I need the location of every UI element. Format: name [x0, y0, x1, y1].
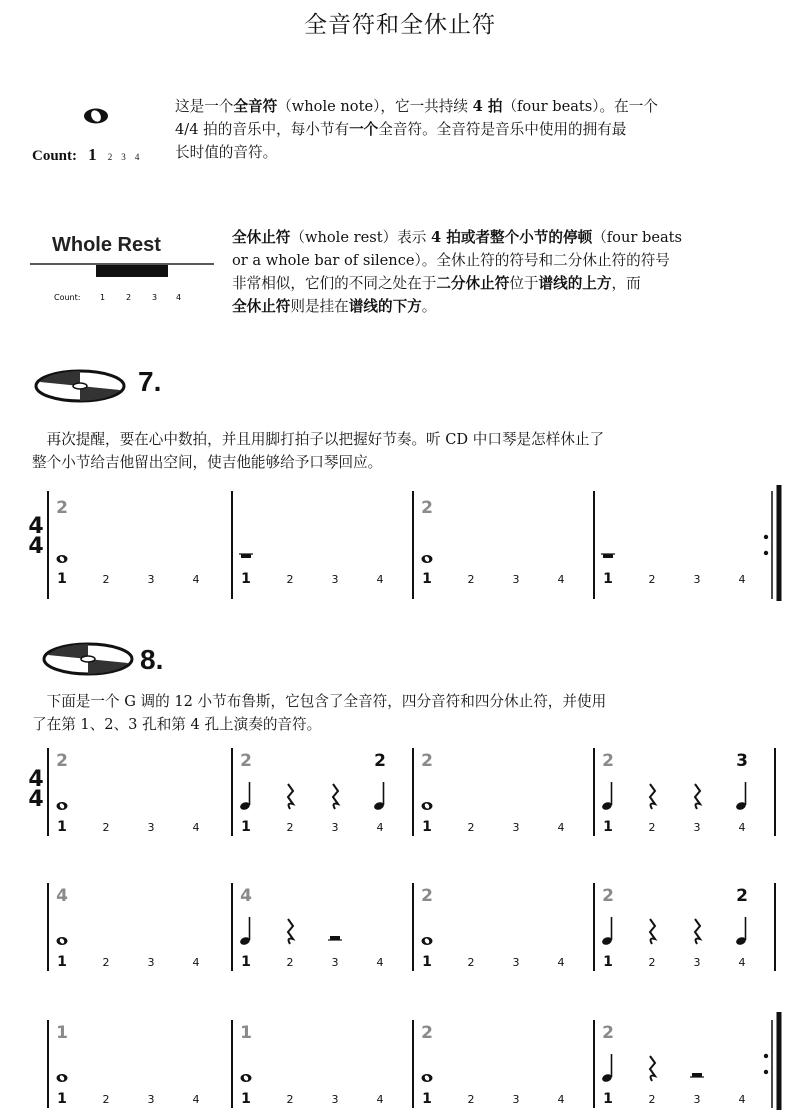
example-8-text	[32, 690, 732, 736]
count-one: 1	[88, 145, 97, 164]
example-7-text	[32, 428, 732, 474]
hole-number: 4	[56, 886, 68, 906]
beat-count: 3	[331, 573, 339, 586]
beat-count: 2	[648, 956, 656, 969]
beat-count: 4	[192, 573, 200, 586]
beat-count: 2	[286, 573, 294, 586]
text-segment: （four beats	[592, 229, 683, 246]
beat-count: 1	[57, 1091, 67, 1107]
whole-note-icon	[241, 1074, 252, 1082]
whole-rest-icon	[601, 554, 615, 558]
beat-count: 3	[512, 956, 520, 969]
hole-number: 2	[602, 751, 614, 771]
beat-count: 4	[192, 821, 200, 834]
beat-count: 1	[603, 819, 613, 835]
hole-number: 2	[421, 751, 433, 771]
beat-count: 4	[738, 573, 746, 586]
beat-count: 1	[603, 954, 613, 970]
whole-note-icon	[57, 802, 68, 810]
whole-rest-title: Whole Rest	[52, 234, 161, 256]
hole-number: 2	[602, 1023, 614, 1043]
repeat-dot	[764, 1070, 768, 1074]
text-line	[175, 118, 720, 141]
count-four: 4	[134, 152, 140, 162]
whole-note-text	[175, 95, 720, 164]
beat-count: 2	[467, 1093, 475, 1106]
beat-count: 2	[286, 821, 294, 834]
beat-count: 4	[738, 1093, 746, 1106]
whole-rest-count-4: 4	[176, 293, 182, 302]
whole-rest-count-1: 1	[100, 293, 106, 302]
hole-number: 2	[736, 886, 748, 906]
whole-note-icon	[57, 555, 68, 563]
bold-text: 一个	[349, 121, 379, 138]
half-rest-icon	[690, 1073, 704, 1077]
beat-count: 3	[512, 573, 520, 586]
beat-count: 2	[648, 821, 656, 834]
quarter-rest-icon	[288, 784, 293, 809]
beat-count: 4	[557, 573, 565, 586]
bold-text: 全音符	[233, 98, 278, 115]
example-8-score-line-1	[0, 740, 800, 840]
beat-count: 3	[512, 1093, 520, 1106]
beat-count: 3	[693, 956, 701, 969]
quarter-note-icon	[239, 917, 251, 946]
text-line	[232, 295, 712, 318]
whole-rest-count-label: Count:	[54, 293, 81, 302]
beat-count: 2	[102, 956, 110, 969]
beat-count: 3	[147, 1093, 155, 1106]
whole-note-icon	[422, 802, 433, 810]
quarter-note-icon	[601, 1054, 613, 1083]
beat-count: 1	[241, 1091, 251, 1107]
text-segment: 再次提醒，要在心中数拍，并且用脚打拍子以把握好节奏。听 CD 中口琴是怎样休止了	[32, 431, 605, 448]
beat-count: 4	[376, 956, 384, 969]
beat-count: 4	[376, 573, 384, 586]
beat-count: 2	[286, 956, 294, 969]
time-signature-top: 4	[28, 514, 44, 539]
beat-count: 3	[147, 956, 155, 969]
text-segment: 这是一个	[175, 98, 234, 115]
text-segment: or a whole bar of silence）。全休止符的符号和二分休止符的符号	[232, 252, 670, 269]
quarter-rest-icon	[650, 784, 655, 809]
beat-count: 1	[422, 819, 432, 835]
whole-rest-count-2: 2	[126, 293, 132, 302]
text-line	[232, 249, 712, 272]
beat-count: 3	[147, 573, 155, 586]
text-segment: 位于	[509, 275, 539, 292]
example-7-score	[0, 485, 800, 603]
hole-number: 2	[421, 886, 433, 906]
beat-count: 2	[467, 573, 475, 586]
text-line	[32, 690, 732, 713]
text-segment: 4/4 拍的音乐中，每小节有	[175, 121, 350, 138]
hole-number: 2	[374, 751, 386, 771]
example-7-number: 7.	[138, 366, 162, 397]
whole-note-icon	[422, 937, 433, 945]
text-segment: 下面是一个 G 调的 12 小节布鲁斯，它包含了全音符，四分音符和四分休止符，并使用	[32, 693, 607, 710]
beat-count: 3	[512, 821, 520, 834]
beat-count: 2	[102, 573, 110, 586]
beat-count: 3	[693, 573, 701, 586]
hole-number: 1	[240, 1023, 252, 1043]
hole-number: 2	[240, 751, 252, 771]
whole-rest-illustration	[28, 258, 218, 304]
text-segment: （whole rest）表示	[290, 229, 431, 246]
hole-number: 2	[421, 1023, 433, 1043]
hole-number: 1	[56, 1023, 68, 1043]
text-segment: （four beats）。在一个	[502, 98, 658, 115]
hole-number: 2	[56, 751, 68, 771]
example-8-score-line-2	[0, 875, 800, 975]
beat-count: 1	[422, 571, 432, 587]
beat-count: 2	[286, 1093, 294, 1106]
count-label: Count:	[32, 148, 78, 164]
quarter-note-icon	[239, 782, 251, 811]
quarter-note-icon	[735, 782, 747, 811]
whole-note-icon	[422, 1074, 433, 1082]
quarter-rest-icon	[650, 1056, 655, 1081]
text-line	[32, 451, 732, 474]
count-two: 2	[107, 152, 113, 162]
repeat-dot	[764, 535, 768, 539]
half-rest-icon	[328, 936, 342, 940]
beat-count: 4	[738, 956, 746, 969]
text-segment: （whole note），它一共持续	[277, 98, 473, 115]
bold-text: 谱线的上方	[538, 275, 612, 292]
hole-number: 2	[56, 498, 68, 518]
beat-count: 1	[422, 954, 432, 970]
text-segment: 长时值的音符。	[175, 144, 278, 161]
text-segment: 则是挂在	[290, 298, 349, 315]
bold-text: 全休止符	[232, 229, 291, 246]
whole-note-icon	[422, 555, 433, 563]
example-8-number: 8.	[140, 644, 164, 675]
bold-text: 二分休止符	[436, 275, 510, 292]
beat-count: 1	[241, 819, 251, 835]
text-line	[32, 428, 732, 451]
beat-count: 2	[467, 956, 475, 969]
beat-count: 2	[648, 1093, 656, 1106]
text-line	[32, 713, 732, 736]
beat-count: 1	[241, 954, 251, 970]
text-segment: 非常相似，它们的不同之处在于	[232, 275, 437, 292]
hole-number: 3	[736, 751, 748, 771]
bold-text: 全休止符	[232, 298, 291, 315]
beat-count: 4	[557, 956, 565, 969]
page-title: 全音符和全休止符	[304, 12, 496, 38]
text-segment: 全音符。全音符是音乐中使用的拥有最	[378, 121, 627, 138]
beat-count: 1	[422, 1091, 432, 1107]
beat-count: 3	[147, 821, 155, 834]
quarter-rest-icon	[333, 784, 338, 809]
beat-count: 3	[331, 956, 339, 969]
quarter-rest-icon	[695, 784, 700, 809]
hole-number: 2	[421, 498, 433, 518]
hole-number: 4	[240, 886, 252, 906]
whole-rest-icon	[96, 265, 168, 277]
beat-count: 3	[331, 1093, 339, 1106]
bold-text: 4 拍或者整个小节的停顿	[431, 229, 593, 246]
whole-note-count	[32, 145, 139, 165]
repeat-dot	[764, 551, 768, 555]
whole-note-icon	[57, 937, 68, 945]
bold-text: 4 拍	[472, 98, 503, 115]
text-line	[232, 226, 712, 249]
hole-number: 2	[602, 886, 614, 906]
time-signature-bottom: 4	[28, 787, 44, 812]
beat-count: 2	[102, 1093, 110, 1106]
whole-rest-count-3: 3	[152, 293, 158, 302]
whole-note-icon	[57, 1074, 68, 1082]
text-segment: ，而	[611, 275, 641, 292]
beat-count: 4	[376, 821, 384, 834]
quarter-note-icon	[601, 782, 613, 811]
cd-icon	[32, 364, 132, 410]
beat-count: 2	[648, 573, 656, 586]
beat-count: 4	[557, 821, 565, 834]
text-segment: 。	[421, 298, 437, 315]
count-three: 3	[121, 152, 126, 162]
text-segment: 了在第 1、2、3 孔和第 4 孔上演奏的音符。	[32, 716, 322, 733]
beat-count: 1	[603, 1091, 613, 1107]
beat-count: 4	[192, 1093, 200, 1106]
beat-count: 3	[331, 821, 339, 834]
bold-text: 谱线的下方	[348, 298, 422, 315]
beat-count: 3	[693, 1093, 701, 1106]
beat-count: 1	[57, 954, 67, 970]
quarter-rest-icon	[695, 919, 700, 944]
beat-count: 3	[693, 821, 701, 834]
cd-icon	[40, 637, 140, 683]
whole-rest-icon	[239, 554, 253, 558]
beat-count: 1	[241, 571, 251, 587]
beat-count: 1	[603, 571, 613, 587]
beat-count: 2	[467, 821, 475, 834]
text-line	[175, 141, 720, 164]
time-signature-bottom: 4	[28, 534, 44, 559]
beat-count: 1	[57, 571, 67, 587]
whole-rest-text	[232, 226, 712, 318]
beat-count: 1	[57, 819, 67, 835]
beat-count: 4	[376, 1093, 384, 1106]
quarter-rest-icon	[650, 919, 655, 944]
text-segment: 整个小节给吉他留出空间，使吉他能够给予口琴回应。	[32, 454, 383, 471]
quarter-rest-icon	[288, 919, 293, 944]
time-signature-top: 4	[28, 767, 44, 792]
quarter-note-icon	[373, 782, 385, 811]
beat-count: 2	[102, 821, 110, 834]
beat-count: 4	[557, 1093, 565, 1106]
quarter-note-icon	[601, 917, 613, 946]
example-8-score-line-3	[0, 1012, 800, 1112]
quarter-note-icon	[735, 917, 747, 946]
beat-count: 4	[738, 821, 746, 834]
beat-count: 4	[192, 956, 200, 969]
repeat-dot	[764, 1054, 768, 1058]
text-line	[232, 272, 712, 295]
text-line	[175, 95, 720, 118]
